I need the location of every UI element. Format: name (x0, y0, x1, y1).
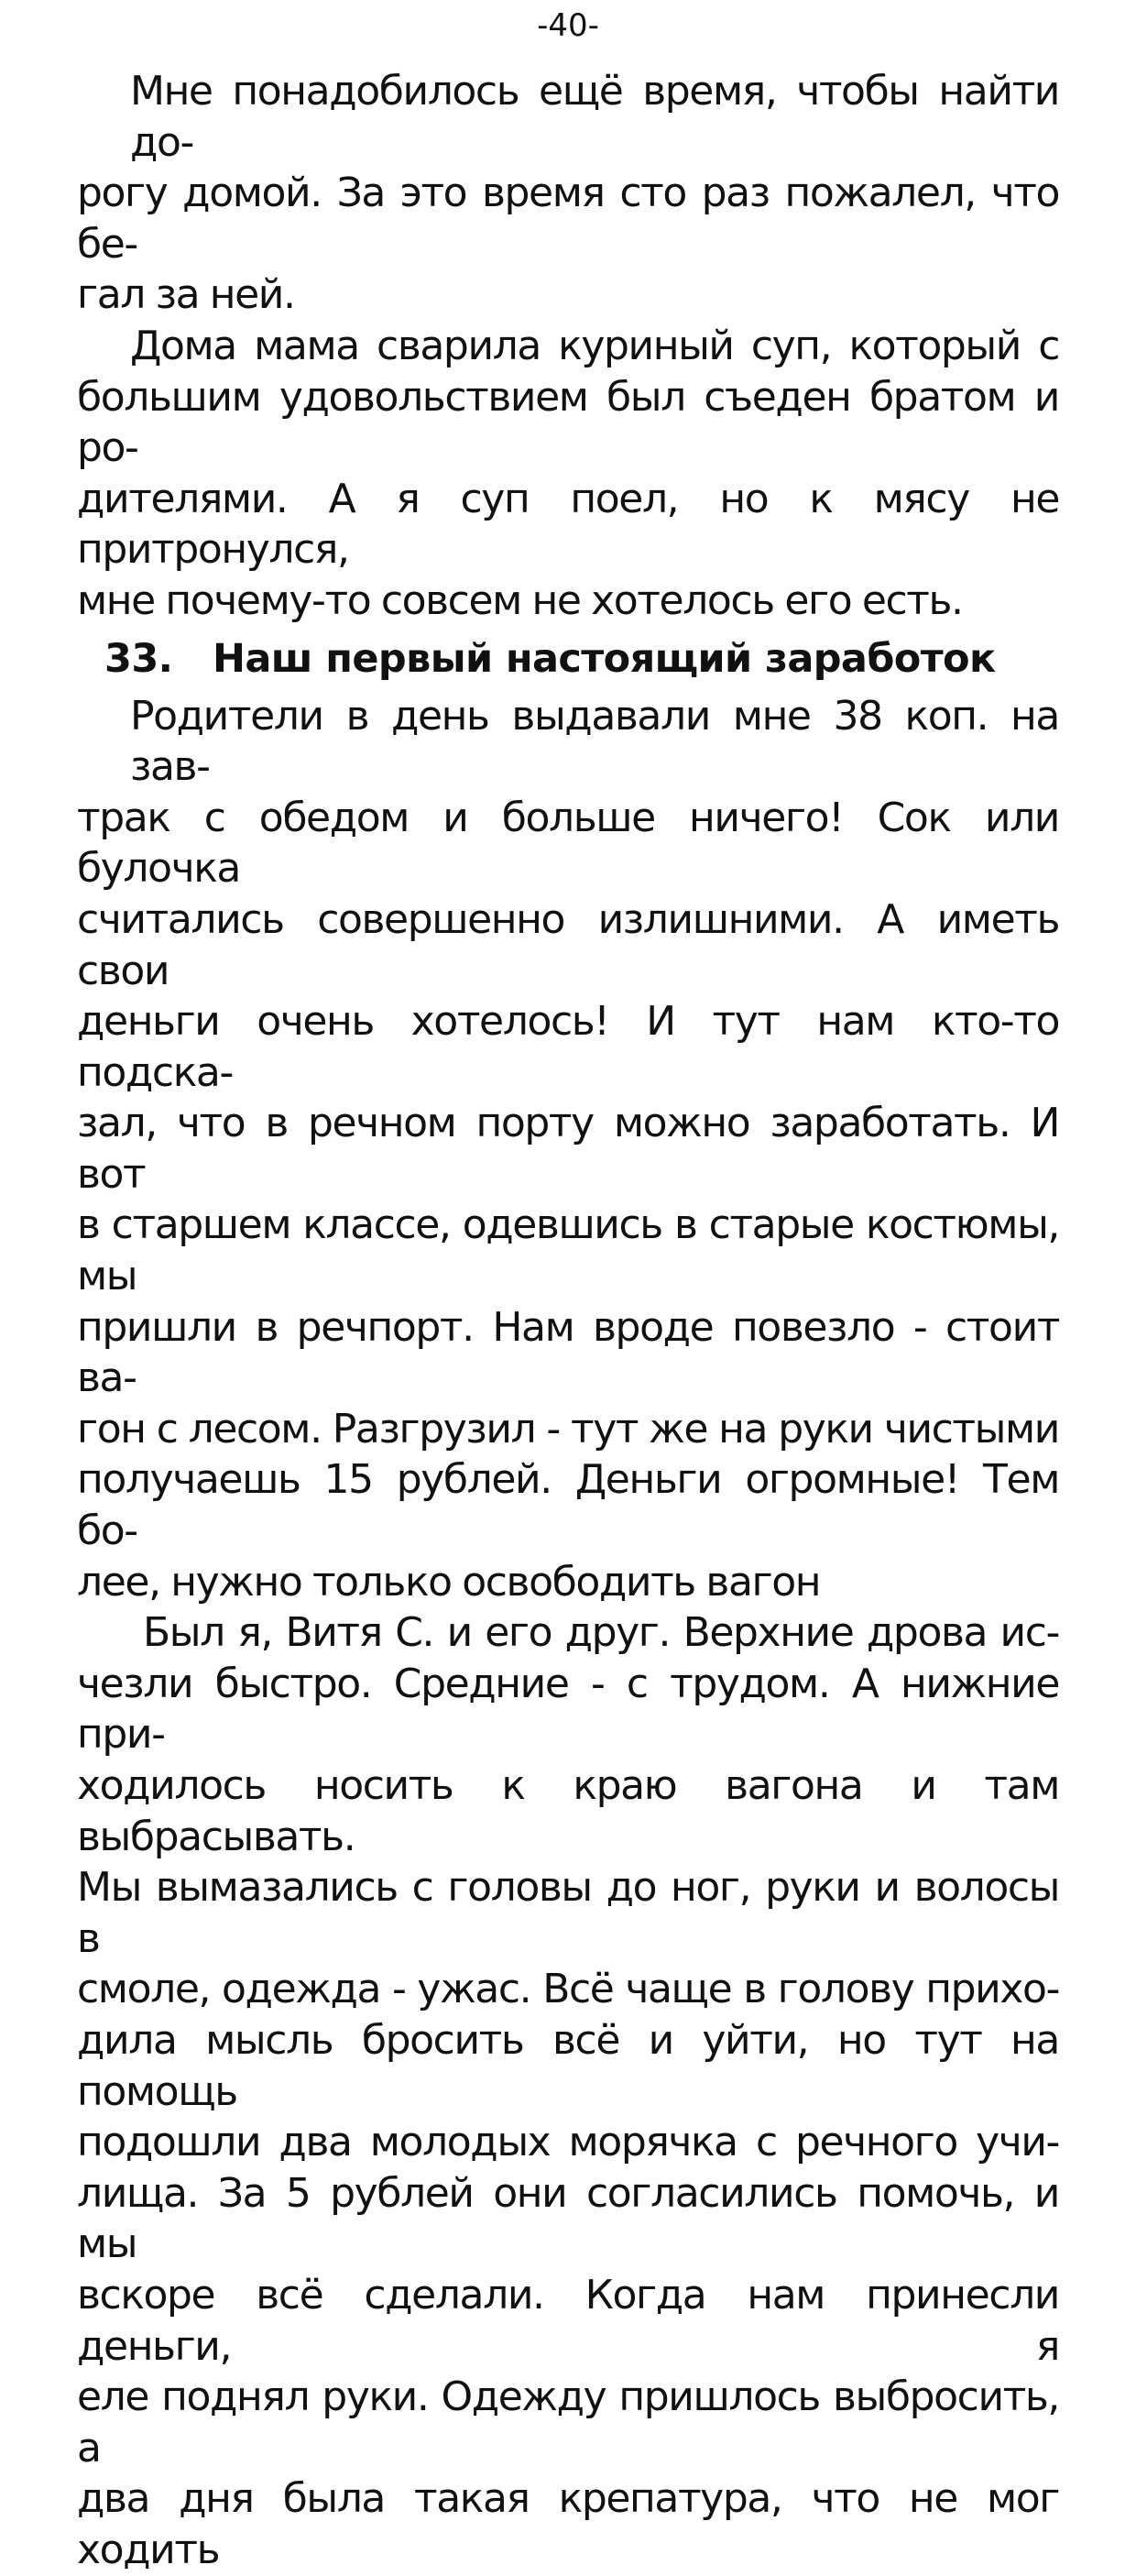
text-line: еле поднял руки. Одежду пришлось выбросить, а (77, 2373, 1059, 2472)
text-line: лища. За 5 рублей они согласились помочь, и мы (77, 2169, 1059, 2268)
paragraph-1 (77, 66, 1059, 321)
text-line: ходилось носить к краю вагона и там выбрасывать. (77, 1762, 1059, 1860)
page-content (77, 66, 1059, 2576)
text-line: зал, что в речном порту можно заработать. И вот (77, 1100, 1059, 1198)
text-line: смоле, одежда - ужас. Всё чаще в голову прихо- (77, 1966, 1059, 2013)
page-number: -40- (537, 7, 599, 44)
paragraph-4 (77, 1607, 1059, 2575)
paragraph-2 (77, 321, 1059, 627)
text-line: Мне понадобилось ещё время, чтобы найти до- (130, 68, 1059, 166)
text-line: вскоре всё сделали. Когда нам принесли деньги, я (77, 2271, 1059, 2370)
text-line: пришли в речпорт. Нам вроде повезло - стоит ва- (77, 1303, 1059, 1402)
section-number: 33. (104, 635, 173, 682)
text-line: чезли быстро. Средние - с трудом. А нижние при- (77, 1660, 1059, 1759)
text-line: два дня была такая крепатура, что не мог ходить (77, 2475, 1059, 2573)
text-line: в старшем классе, одевшись в старые костюмы, мы (77, 1201, 1059, 1300)
text-line: гон с лесом. Разгрузил - тут же на руки чистыми (77, 1405, 1059, 1452)
text-line: трак с обедом и больше ничего! Сок или булочка (77, 794, 1059, 893)
text-line: деньги очень хотелось! И тут нам кто-то подска- (77, 998, 1059, 1096)
paragraph-3 (77, 691, 1059, 1608)
section-heading (77, 630, 1059, 687)
text-line: большим удовольствием был съеден братом и ро- (77, 373, 1059, 472)
text-line: Родители в день выдавали мне 38 коп. на зав- (130, 692, 1059, 791)
text-line: гал за ней. (77, 271, 295, 319)
section-title: Наш первый настоящий заработок (213, 635, 996, 682)
text-line: рогу домой. За это время сто раз пожалел, что бе- (77, 170, 1059, 268)
text-line: Был я, Витя С. и его друг. Верхние дрова ис- (143, 1609, 1059, 1657)
text-line: считались совершенно излишними. А иметь свои (77, 895, 1059, 994)
text-line: лее, нужно только освободить вагон (77, 1558, 821, 1606)
text-line: подошли два молодых морячка с речного учи- (77, 2119, 1059, 2166)
text-line: Дома мама сварила куриный суп, который с (130, 322, 1059, 369)
text-line: дителями. А я суп поел, но к мясу не притронулся, (77, 475, 1059, 574)
text-line: получаешь 15 рублей. Деньги огромные! Тем бо- (77, 1456, 1059, 1555)
text-line: мне почему-то совсем не хотелось его есть. (77, 576, 963, 624)
text-line: Мы вымазались с головы до ног, руки и волосы в (77, 1864, 1059, 1962)
text-line: дила мысль бросить всё и уйти, но тут на помощь (77, 2016, 1059, 2115)
